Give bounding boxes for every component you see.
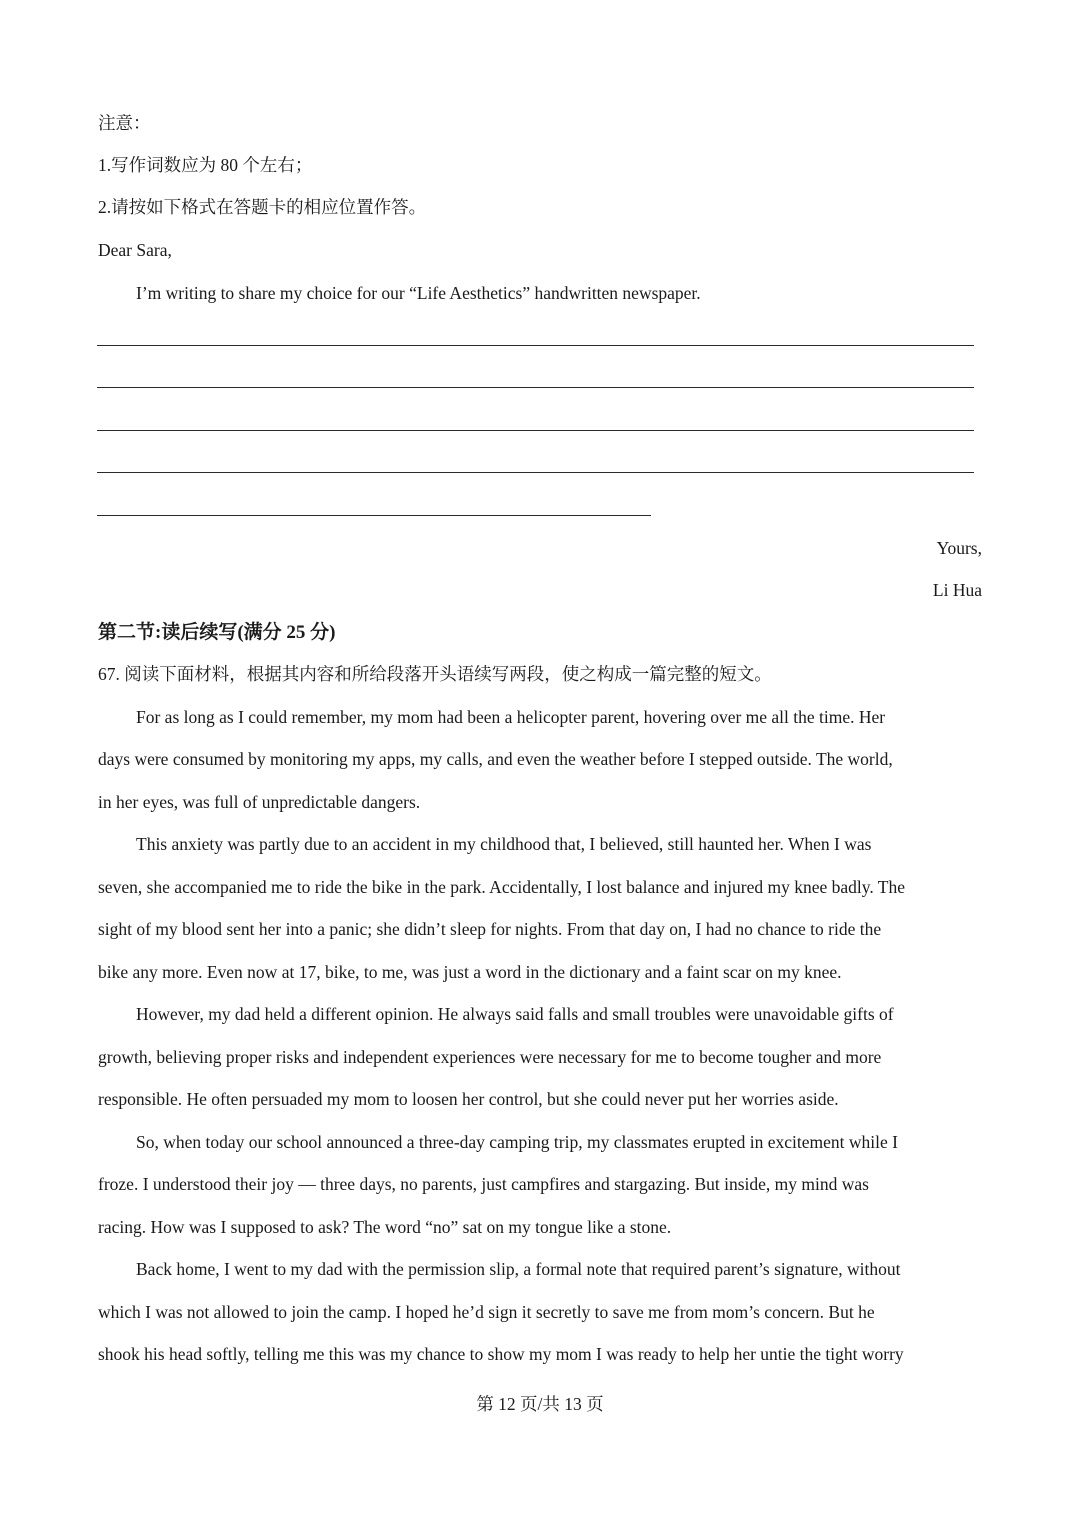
paragraph-line: shook his head softly, telling me this was my chance to show my mom I was ready to help her untie the tight worry [98, 1344, 904, 1364]
paragraph-line: Back home, I went to my dad with the permission slip, a formal note that required parent’s signature, without [136, 1259, 901, 1279]
paragraph-line: sight of my blood sent her into a panic; she didn’t sleep for nights. From that day on, I had no chance to ride the [98, 919, 882, 939]
paragraph-line: days were consumed by monitoring my apps, my calls, and even the weather before I stepped outside. The world, [98, 749, 893, 769]
paragraph-line: responsible. He often persuaded my mom to loosen her control, but she could never put her worries aside. [98, 1089, 839, 1109]
letter-closing: Yours, [936, 538, 982, 558]
paragraph-line: growth, believing proper risks and independent experiences were necessary for me to become tougher and more [98, 1047, 882, 1067]
notes-heading: 注意： [98, 113, 151, 133]
letter-signature: Li Hua [932, 580, 982, 600]
paragraph-line: So, when today our school announced a three-day camping trip, my classmates erupted in excitement while I [136, 1132, 898, 1152]
paragraph-line: racing. How was I supposed to ask? The word “no” sat on my tongue like a stone. [98, 1217, 672, 1237]
section-title: 第二节:读后续写(满分 25 分) [98, 622, 336, 643]
paragraph-line: For as long as I could remember, my mom had been a helicopter parent, hovering over me all the time. Her [136, 707, 886, 727]
writing-line [97, 345, 974, 346]
writing-line [97, 472, 974, 473]
notes-item-2: 2.请按如下格式在答题卡的相应位置作答。 [98, 197, 427, 217]
page-indicator: 第 12 页/共 13 页 [476, 1394, 604, 1414]
paragraph-line: which I was not allowed to join the camp. I hoped he’d sign it secretly to save me from mom’s concern. But he [98, 1302, 875, 1322]
paragraph-line: However, my dad held a different opinion. He always said falls and small troubles were unavoidable gifts of [136, 1004, 894, 1024]
paragraph-line: in her eyes, was full of unpredictable dangers. [98, 792, 421, 812]
letter-opening: I’m writing to share my choice for our “Life Aesthetics” handwritten newspaper. [136, 283, 701, 303]
letter-salutation: Dear Sara, [98, 240, 172, 260]
section-instruction: 67. 阅读下面材料，根据其内容和所给段落开头语续写两段，使之构成一篇完整的短文。 [98, 664, 772, 684]
paragraph-line: bike any more. Even now at 17, bike, to me, was just a word in the dictionary and a faint scar on my knee. [98, 962, 842, 982]
writing-line [97, 515, 651, 516]
paragraph-line: froze. I understood their joy — three days, no parents, just campfires and stargazing. But inside, my mind was [98, 1174, 869, 1194]
notes-item-1: 1.写作词数应为 80 个左右； [98, 155, 313, 175]
paragraph-line: This anxiety was partly due to an accident in my childhood that, I believed, still haunted her. When I was [136, 834, 872, 854]
writing-line [97, 430, 974, 431]
writing-line [97, 387, 974, 388]
paragraph-line: seven, she accompanied me to ride the bike in the park. Accidentally, I lost balance and injured my knee badly. The [98, 877, 905, 897]
